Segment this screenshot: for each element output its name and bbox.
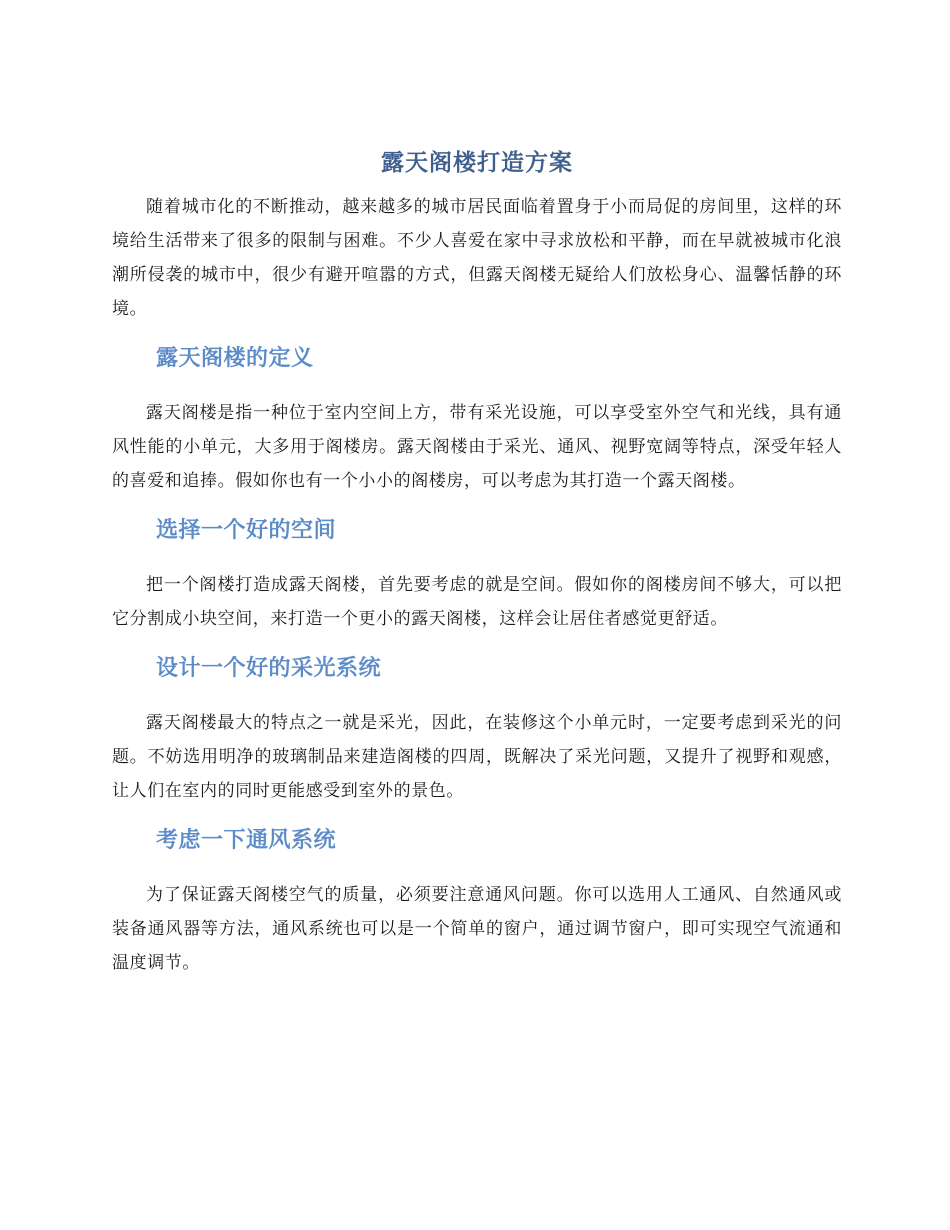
section-heading-ventilation: 考虑一下通风系统 [156, 828, 337, 853]
section-body-definition: 露天阁楼是指一种位于室内空间上方，带有采光设施，可以享受室外空气和光线，具有通风性能的小单元，大多用于阁楼房。露天阁楼由于采光、通风、视野宽阔等特点，深受年轻人的喜爱和追捧。假如你也有一个小小的阁楼房，可以考虑为其打造一个露天阁楼。 [112, 403, 842, 491]
section-heading-lighting: 设计一个好的采光系统 [156, 656, 382, 681]
document-page [112, 146, 842, 980]
document-title: 露天阁楼打造方案 [381, 150, 573, 176]
section-heading-definition: 露天阁楼的定义 [156, 346, 314, 371]
section-body-lighting: 露天阁楼最大的特点之一就是采光，因此，在装修这个小单元时，一定要考虑到采光的问题。不妨选用明净的玻璃制品来建造阁楼的四周，既解决了采光问题，又提升了视野和观感，让人们在室内的同时更能感受到室外的景色。 [112, 713, 842, 801]
section-body-space: 把一个阁楼打造成露天阁楼，首先要考虑的就是空间。假如你的阁楼房间不够大，可以把它分割成小块空间，来打造一个更小的露天阁楼，这样会让居住者感觉更舒适。 [112, 575, 842, 629]
intro-paragraph: 随着城市化的不断推动，越来越多的城市居民面临着置身于小而局促的房间里，这样的环境给生活带来了很多的限制与困难。不少人喜爱在家中寻求放松和平静，而在早就被城市化浪潮所侵袭的城市中，很少有避开喧嚣的方式，但露天阁楼无疑给人们放松身心、温馨恬静的环境。 [112, 197, 842, 319]
section-body-ventilation: 为了保证露天阁楼空气的质量，必须要注意通风问题。你可以选用人工通风、自然通风或装备通风器等方法，通风系统也可以是一个简单的窗户，通过调节窗户，即可实现空气流通和温度调节。 [112, 885, 842, 973]
section-heading-space: 选择一个好的空间 [156, 518, 337, 543]
